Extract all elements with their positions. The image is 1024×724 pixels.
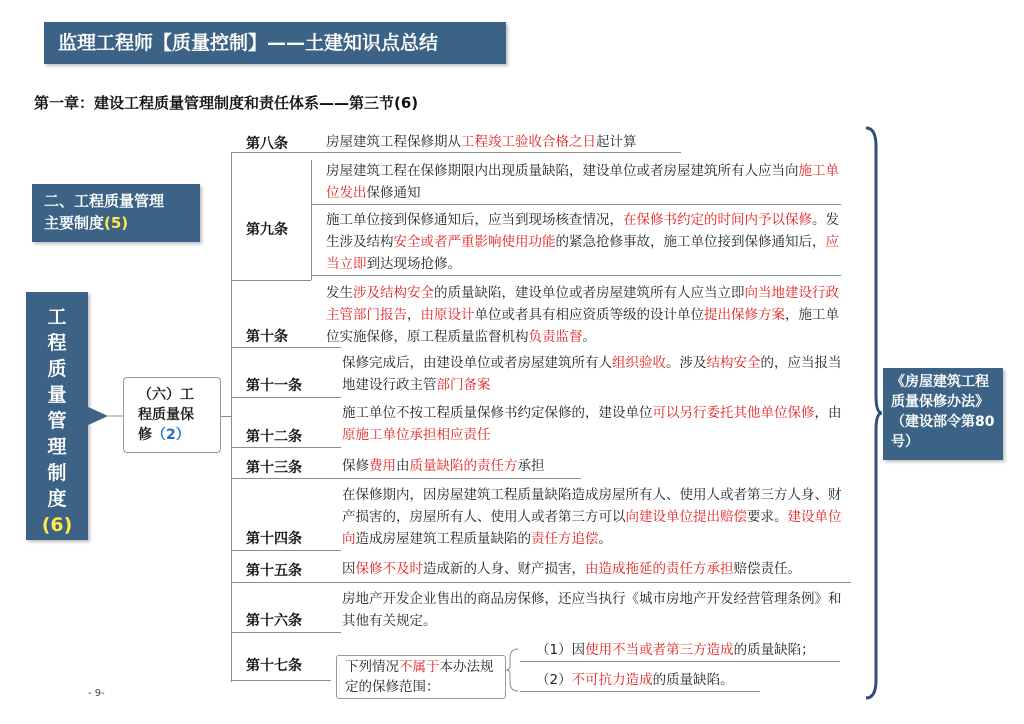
article-label-16: 第十六条	[246, 613, 302, 629]
article-label-15: 第十五条	[246, 563, 302, 579]
section-box-line1: 二、工程质量管理	[44, 192, 165, 210]
main-box-count: (6)	[41, 514, 73, 536]
rule-a17-item1	[520, 661, 840, 662]
main-char: 制	[47, 462, 67, 484]
section-box-count: (5)	[104, 214, 129, 232]
article-label-10: 第十条	[246, 329, 288, 345]
subtopic-line3: 修	[138, 427, 152, 443]
a9-bracket	[311, 160, 312, 280]
article-label-11: 第十一条	[246, 378, 302, 394]
article-text-11: 保修完成后，由建设单位或者房屋建筑所有人组织验收。涉及结构安全的，应当报当地建设行政主管部门备案	[342, 355, 842, 393]
rule-a14	[231, 550, 341, 551]
rule-a15	[231, 582, 851, 583]
article-text-13: 保修费用由质量缺陷的责任方承担	[342, 458, 545, 474]
article-text-16: 房地产开发企业售出的商品房保修，还应当执行《城市房地产开发经营管理条例》和其他有关规定。	[342, 591, 842, 629]
article-text-10: 发生涉及结构安全的质量缺陷，建设单位或者房屋建筑所有人应当立即向当地建设行政主管部门报告，由原设计单位或者具有相应资质等级的设计单位提出保修方案，施工单位实施保修，原工程质量监督机构负责监督。	[326, 285, 839, 345]
a9-rule-p2	[311, 275, 841, 276]
right-brace	[862, 126, 884, 700]
rule-a13	[231, 478, 581, 479]
main-char: 量	[47, 384, 67, 406]
rule-a10	[231, 347, 341, 348]
article-label-13: 第十三条	[246, 460, 302, 476]
article-label-8: 第八条	[246, 136, 288, 152]
rule-a16	[231, 632, 341, 633]
article-text-12: 施工单位不按工程质量保修书约定保修的，建设单位可以另行委托其他单位保修，由原施工单位承担相应责任	[342, 405, 842, 443]
page-number: - 9-	[88, 688, 105, 699]
article-text-9-part1: 房屋建筑工程在保修期限内出现质量缺陷，建设单位或者房屋建筑所有人应当向施工单位发出保修通知	[326, 163, 839, 201]
main-char: 管	[47, 410, 67, 432]
article-label-17: 第十七条	[246, 658, 302, 674]
article-text-14: 在保修期内，因房屋建筑工程质量缺陷造成房屋所有人、使用人或者第三方人身、财产损害的，房屋所有人、使用人或者第三方可以向建设单位提出赔偿要求。建设单位向造成房屋建筑工程质量缺陷的责任方追偿。	[342, 487, 842, 547]
rule-a9	[231, 280, 311, 281]
main-topic-box	[26, 292, 88, 540]
main-char: 理	[47, 436, 67, 458]
connector-arrow	[86, 404, 126, 428]
subtopic-line2: 程质量保	[138, 407, 194, 423]
rule-a11	[231, 397, 341, 398]
law-reference-box: 《房屋建筑工程质量保修办法》（建设部令第80号）	[883, 368, 1003, 460]
article-text-9-part2: 施工单位接到保修通知后，应当到现场核查情况，在保修书约定的时间内予以保修。发生涉及结构安全或者严重影响使用功能的紧急抢修事故，施工单位接到保修通知后，应当立即到达现场抢修。	[326, 212, 839, 272]
article-label-12: 第十二条	[246, 429, 302, 445]
article-text-15: 因保修不及时造成新的人身、财产损害，由造成拖延的责任方承担赔偿责任。	[342, 561, 801, 577]
article-label-14: 第十四条	[246, 531, 302, 547]
page-title: 监理工程师【质量控制】——土建知识点总结	[44, 22, 506, 64]
chapter-heading: 第一章：建设工程质量管理制度和责任体系——第三节(6)	[34, 94, 419, 112]
subtopic-box	[123, 377, 221, 453]
article-label-9: 第九条	[246, 222, 288, 238]
main-char: 度	[47, 488, 67, 510]
section-box-line2: 主要制度	[44, 214, 105, 232]
article-17-box: 下列情况不属于本办法规定的保修范围：	[336, 655, 506, 699]
tree-bracket	[231, 152, 232, 682]
main-char: 程	[47, 332, 67, 354]
rule-a17	[231, 680, 331, 681]
section-box	[32, 184, 200, 242]
main-char: 质	[47, 358, 67, 380]
a9-rule-p1	[311, 204, 841, 205]
main-char: 工	[47, 306, 67, 328]
subtopic-count: （2）	[152, 427, 190, 443]
article-17-bracket	[506, 646, 520, 694]
article-text-8: 房屋建筑工程保修期从工程竣工验收合格之日起计算	[326, 134, 637, 150]
article-17-item-1: （1）因使用不当或者第三方造成的质量缺陷；	[536, 642, 815, 658]
article-17-item-2: （2）不可抗力造成的质量缺陷。	[536, 672, 734, 688]
subtopic-line1: （六）工	[138, 387, 194, 403]
rule-a12	[231, 447, 341, 448]
tree-stub	[221, 416, 231, 417]
rule-a17-item2	[520, 691, 760, 692]
